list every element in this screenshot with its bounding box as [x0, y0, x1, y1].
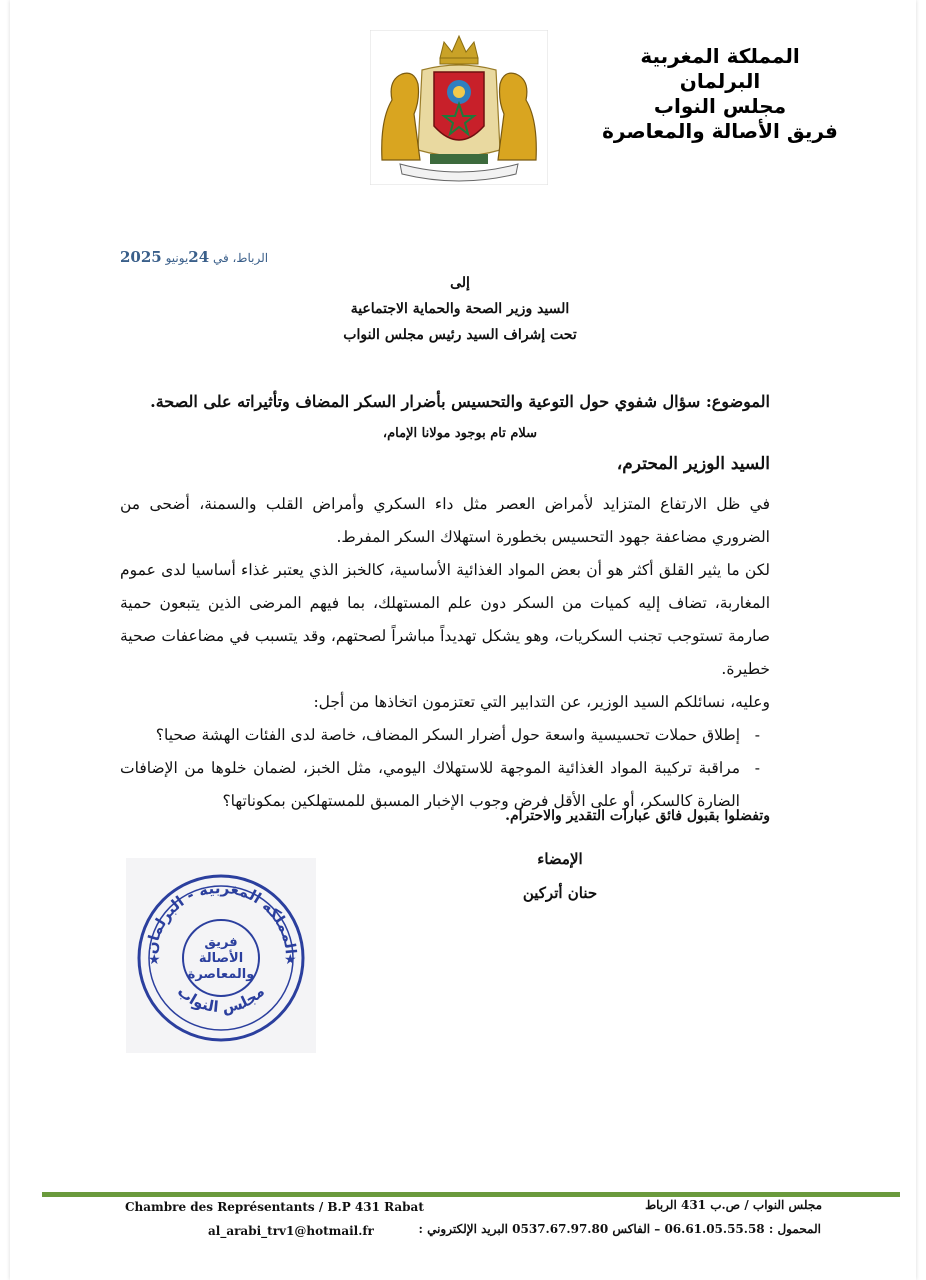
question-item-1: - إطلاق حملات تحسيسية واسعة حول أضرار السكر المضاف، خاصة لدى الفئات الهشة صحيا؟: [120, 719, 770, 752]
header-parliament: البرلمان: [679, 69, 761, 93]
signature-title: الإمضاء: [537, 850, 583, 868]
footer-divider: [42, 1192, 900, 1197]
letter-body: [120, 488, 770, 818]
addressee-minister: السيد وزير الصحة والحماية الاجتماعية: [350, 301, 570, 317]
header-party-group: فريق الأصالة والمعاصرة: [602, 119, 838, 143]
signatory-name: حنان أتركين: [522, 884, 598, 902]
stamp-inner-2: الأصالة: [198, 951, 244, 966]
svg-text:★: ★: [148, 952, 161, 968]
question-item-2: - مراقبة تركيبة المواد الغذائية الموجهة للاستهلاك اليومي، مثل الخبز، لضمان خلوها من الإضافات الضارة كالسكر، أو على الأقل فرض وجوب الإخبار المسبق للمستهلكين بمكوناتها؟: [120, 752, 770, 818]
addressee-to: إلى: [450, 275, 470, 291]
addressee-block: [310, 270, 610, 348]
body-paragraph-1: في ظل الارتفاع المتزايد لأمراض العصر مثل داء السكري وأمراض القلب والسمنة، أضحى من الضروري مضاعفة جهود التحسيس بخطورة استهلاك السكر المفرط.: [120, 495, 770, 546]
header-kingdom: المملكة المغربية: [640, 44, 800, 68]
footer-address-fr: Chambre des Représentants / B.P 431 Rabat: [125, 1200, 424, 1214]
document-page: [10, 0, 916, 1280]
stamp-outer-bottom: مجلس النواب: [173, 982, 269, 1017]
stamp-inner-3: والمعاصرة: [187, 967, 255, 982]
date-prefix: الرباط، في: [212, 251, 269, 265]
official-stamp-icon: [126, 858, 316, 1053]
stamp-inner-1: فريق: [204, 935, 238, 950]
addressee-via: تحت إشراف السيد رئيس مجلس النواب: [343, 327, 577, 343]
stamp-outer-top: المملكة المغربية - البرلمان: [141, 878, 300, 956]
institution-header: [570, 44, 870, 144]
letter-salutation: السيد الوزير المحترم،: [616, 454, 770, 474]
footer-address-ar: مجلس النواب / ص.ب 431 الرباط: [645, 1198, 822, 1212]
date-day: 24: [188, 248, 210, 266]
svg-text:★: ★: [284, 952, 297, 968]
letter-closing: وتفضلوا بقبول فائق عبارات التقدير والاحترام.: [505, 808, 770, 824]
date-month: يونيو: [165, 251, 189, 265]
footer-contacts-ar: المحمول : 06.61.05.55.58 – الفاكس 0537.67.97.80 البريد الإلكتروني :: [418, 1222, 821, 1236]
letter-greeting: سلام تام بوجود مولانا الإمام،: [382, 426, 538, 441]
question-list: [120, 719, 770, 818]
body-paragraph-2: لكن ما يثير القلق أكثر هو أن بعض المواد الغذائية الأساسية، كالخبز الذي يعتبر غذاء أساسيا لدى عموم المغاربة، تضاف إليه كميات من السكر دون علم المستهلك، بما فيهم المرضى الذين يتبعون حمية صارمة تستوجب تجنب السكريات، وهو يشكل تهديداً مباشراً لصحتهم، وقد يتسبب في مضاعفات صحية خطيرة.: [120, 561, 770, 678]
footer-email[interactable]: al_arabi_trv1@hotmail.fr: [208, 1224, 374, 1238]
document-date: [120, 248, 270, 266]
header-chamber: مجلس النواب: [653, 94, 787, 118]
date-year: 2025: [120, 248, 162, 266]
letter-subject: الموضوع: سؤال شفوي حول التوعية والتحسيس بأضرار السكر المضاف وتأثيراته على الصحة.: [150, 392, 770, 411]
royal-coat-of-arms-icon: [370, 30, 548, 185]
body-paragraph-3: وعليه، نسائلكم السيد الوزير، عن التدابير التي تعتزمون اتخاذها من أجل:: [313, 693, 770, 711]
